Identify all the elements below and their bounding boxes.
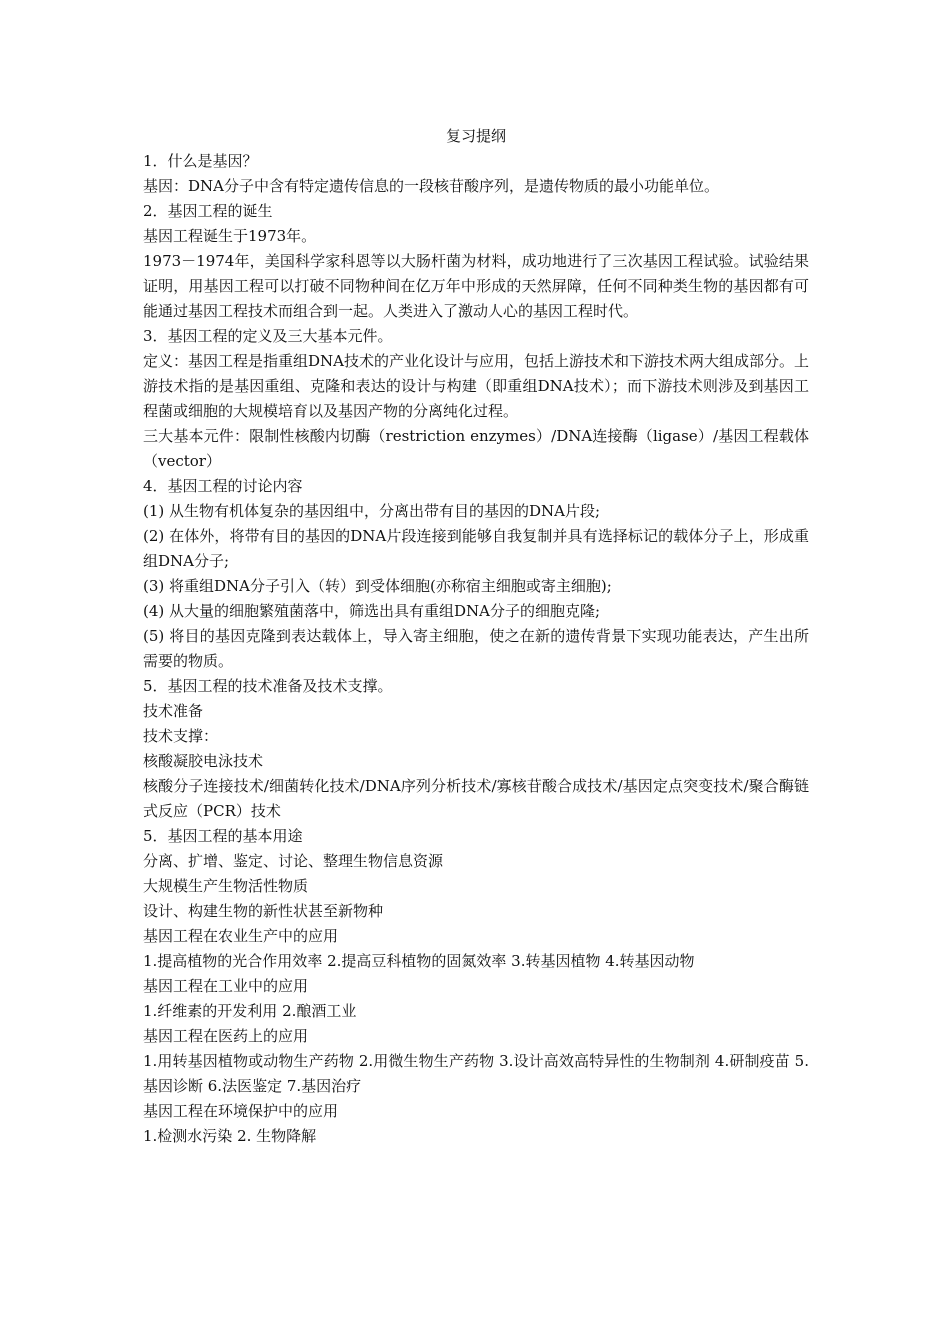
text-line: 定义：基因工程是指重组DNA技术的产业化设计与应用，包括上游技术和下游技术两大组成部分。上游技术指的是基因重组、克隆和表达的设计与构建（即重组DNA技术）；而下游技术则涉及到基因工程菌或细胞的大规模培育以及基因产物的分离纯化过程。 <box>143 352 809 420</box>
text-line: 大规模生产生物活性物质 <box>143 877 309 895</box>
text-line: (5) 将目的基因克隆到表达载体上，导入寄主细胞，使之在新的遗传背景下实现功能表达，产生出所需要的物质。 <box>143 627 809 670</box>
text-line: 基因工程诞生于1973年。 <box>143 227 317 245</box>
text-line: 1.检测水污染 2. 生物降解 <box>143 1127 317 1145</box>
text-line: 核酸分子连接技术/细菌转化技术/DNA序列分析技术/寡核苷酸合成技术/基因定点突变技术/聚合酶链式反应（PCR）技术 <box>143 777 809 820</box>
text-line: 4．基因工程的讨论内容 <box>143 477 303 495</box>
text-line: (4) 从大量的细胞繁殖菌落中，筛选出具有重组DNA分子的细胞克隆; <box>143 602 601 620</box>
text-line: 1973－1974年，美国科学家科恩等以大肠杆菌为材料，成功地进行了三次基因工程试验。试验结果证明，用基因工程可以打破不同物种间在亿万年中形成的天然屏障，任何不同种类生物的基因都有可能通过基因工程技术而组合到一起。人类进入了激动人心的基因工程时代。 <box>143 252 809 320</box>
text-line: 基因工程在医药上的应用 <box>143 1027 309 1045</box>
text-line: 5．基因工程的基本用途 <box>143 827 303 845</box>
document-title: 复习提纲 <box>445 127 506 145</box>
text-line: 基因工程在环境保护中的应用 <box>143 1102 339 1120</box>
text-line: 基因工程在农业生产中的应用 <box>143 927 339 945</box>
text-line: 1．什么是基因？ <box>143 152 258 170</box>
text-line: 1.纤维素的开发利用 2.酿酒工业 <box>143 1002 357 1020</box>
text-line: 1.提高植物的光合作用效率 2.提高豆科植物的固氮效率 3.转基因植物 4.转基因动物 <box>143 952 695 970</box>
text-line: 5．基因工程的技术准备及技术支撑。 <box>143 677 393 695</box>
text-line: 三大基本元件：限制性核酸内切酶（restriction enzymes）/DNA连接酶（ligase）/基因工程载体（vector） <box>143 427 809 470</box>
document-body <box>143 124 809 1149</box>
text-line: (1) 从生物有机体复杂的基因组中，分离出带有目的基因的DNA片段; <box>143 502 601 520</box>
text-line: 技术准备 <box>143 702 204 720</box>
text-line: 技术支撑： <box>143 727 219 745</box>
text-line: 设计、构建生物的新性状甚至新物种 <box>143 902 384 920</box>
text-line: 2．基因工程的诞生 <box>143 202 273 220</box>
text-line: 核酸凝胶电泳技术 <box>143 752 264 770</box>
text-line: (2) 在体外，将带有目的基因的DNA片段连接到能够自我复制并具有选择标记的载体分子上，形成重组DNA分子; <box>143 527 809 570</box>
text-line: 基因工程在工业中的应用 <box>143 977 309 995</box>
text-line: 基因：DNA分子中含有特定遗传信息的一段核苷酸序列，是遗传物质的最小功能单位。 <box>143 177 719 195</box>
text-line: 3．基因工程的定义及三大基本元件。 <box>143 327 393 345</box>
text-line: 分离、扩增、鉴定、讨论、整理生物信息资源 <box>143 852 444 870</box>
text-line: (3) 将重组DNA分子引入（转）到受体细胞(亦称宿主细胞或寄主细胞); <box>143 577 612 595</box>
text-line: 1.用转基因植物或动物生产药物 2.用微生物生产药物 3.设计高效高特异性的生物制剂 4.研制疫苗 5.基因诊断 6.法医鉴定 7.基因治疗 <box>143 1052 809 1095</box>
